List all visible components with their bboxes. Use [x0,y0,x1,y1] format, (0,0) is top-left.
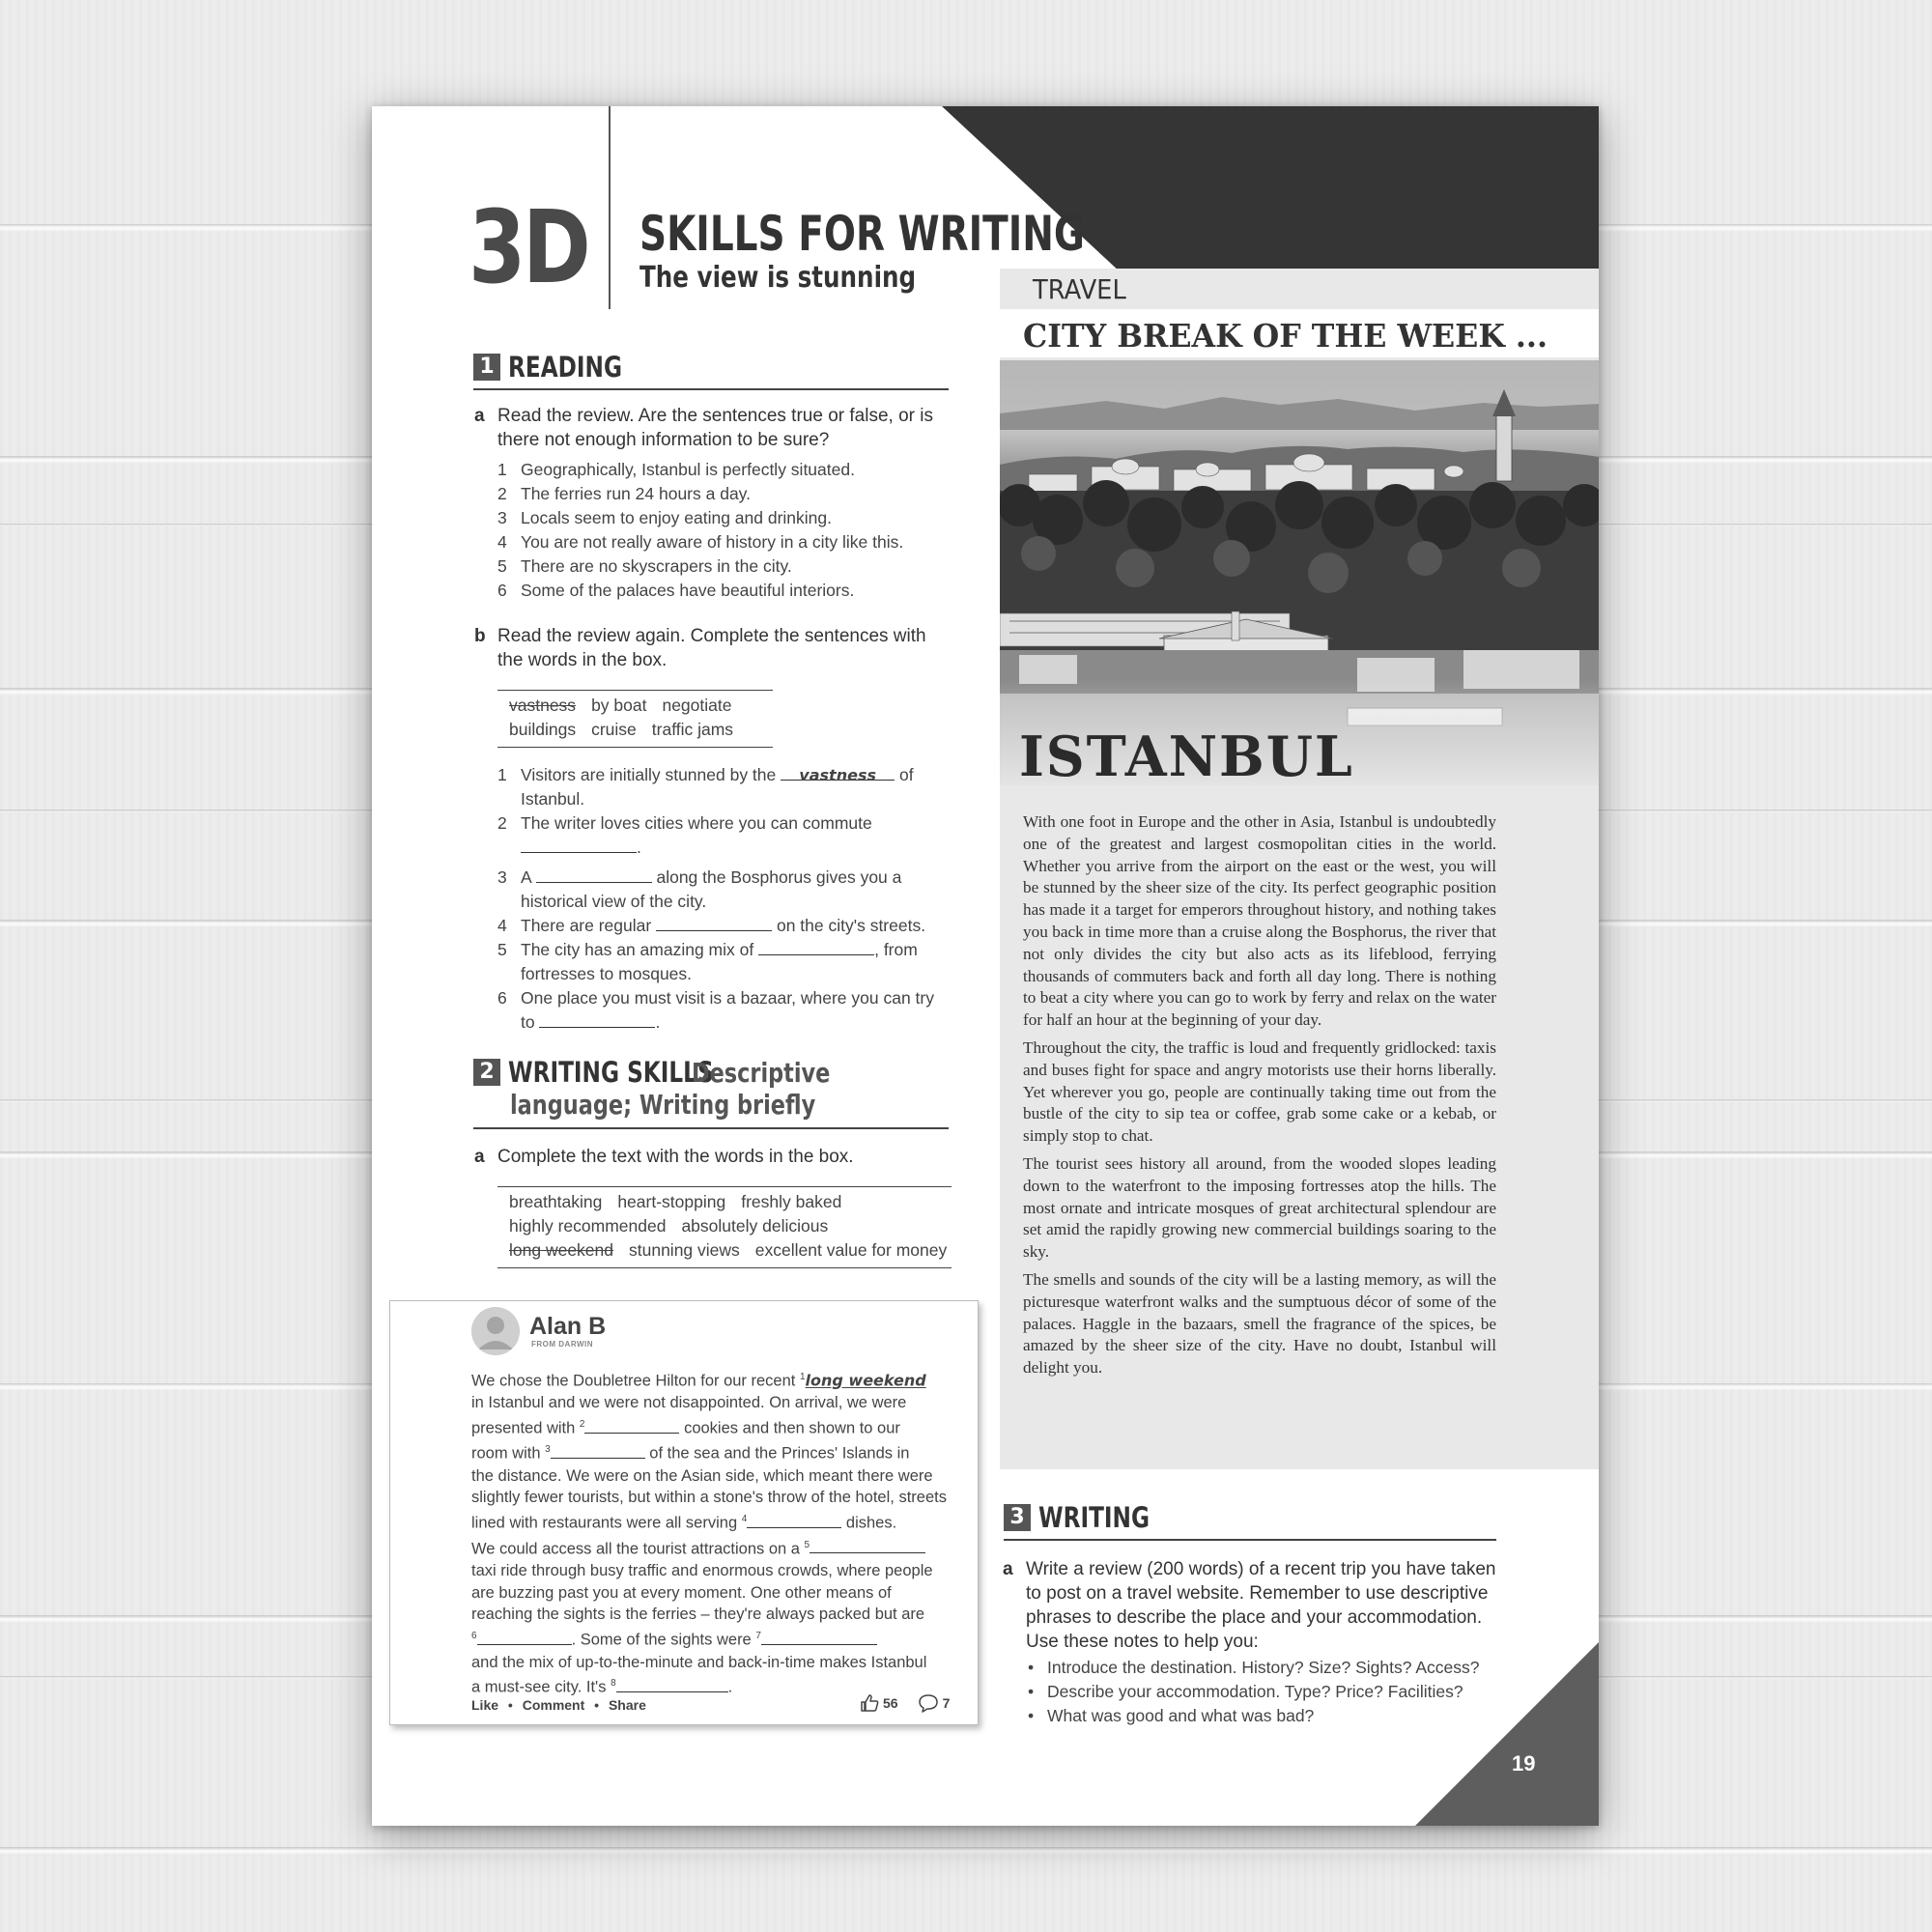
word-box [509,1190,963,1263]
category-tab: TRAVEL [1033,273,1126,305]
comment-bubble-icon [918,1693,939,1713]
answer-blank[interactable] [761,1628,877,1645]
word-box-item: excellent value for money [754,1240,948,1260]
section-title: WRITING [1038,1501,1151,1534]
section-badge: 1 [473,354,500,381]
task-letter: a [474,406,485,426]
section-topic: Descriptive [692,1057,831,1089]
list-item: 5 There are no skyscrapers in the city. [497,556,792,576]
article-headline: CITY BREAK OF THE WEEK ... [1023,317,1548,355]
workbook-page [372,106,1599,1826]
writing-skills-heading [473,1056,865,1089]
article-paragraph: The smells and sounds of the city will be a lasting memory, as will the picturesque waterfront walks and the sumptuous décor of some of the palaces. Haggle in the bazaars, smell the fragrance of the spices, be amazed by the sheer size of the city. Have no doubt, Istanbul will delight you. [1023,1269,1496,1378]
answer-blank[interactable] [747,1511,841,1528]
answer-example: long weekend [805,1371,926,1390]
completion-list [497,763,961,1035]
task-letter: b [474,626,486,646]
writing-skills-task-a [474,1145,952,1169]
section-badge: 2 [473,1059,500,1086]
list-item: 2 The ferries run 24 hours a day. [497,484,751,503]
section-title: READING [508,351,623,384]
page-number: 19 [1512,1751,1536,1776]
word-box-item: traffic jams [651,720,734,739]
reading-heading [473,351,651,384]
section-topic: language; Writing briefly [510,1089,816,1121]
review-post-card [389,1300,979,1725]
comment-count[interactable]: 7 [918,1693,951,1713]
task-instruction: Write a review (200 words) of a recent trip you have taken to post on a travel website. Remember to use descriptive phrases to describe the place and your accommodation. Use these notes to help you: [1026,1559,1496,1652]
post-actions [471,1697,646,1713]
like-link[interactable]: Like [471,1697,499,1713]
answer-blank[interactable] [758,938,874,955]
word-box-item: highly recommended [509,1216,667,1236]
answer-blank[interactable] [521,836,637,853]
list-item: 3 A along the Bosphorus gives you a historical view of the city. [497,867,902,911]
word-box-item: cruise [591,720,637,739]
separator: • [507,1697,513,1713]
answer-blank[interactable] [536,866,652,883]
word-box [509,694,780,742]
list-item: 3 Locals seem to enjoy eating and drinking. [497,508,833,527]
list-item: 4 You are not really aware of history in a city like this. [497,532,904,552]
article-body [1023,811,1496,1385]
word-box-item: negotiate [662,696,732,715]
lesson-subtitle: The view is stunning [639,261,917,295]
post-location: FROM DARWIN [531,1340,594,1349]
task-instruction: Complete the text with the words in the box. [497,1147,854,1167]
comment-link[interactable]: Comment [522,1697,585,1713]
like-count[interactable]: 56 [860,1693,898,1713]
answer-blank[interactable] [656,914,772,931]
word-box-item: long weekend [509,1240,613,1260]
section-rule [473,1127,949,1129]
word-box-item: absolutely delicious [681,1216,829,1236]
answer-blank[interactable] [551,1441,645,1459]
word-box-item: freshly baked [741,1192,842,1211]
answer-blank[interactable] [810,1536,925,1553]
list-item: • Describe your accommodation. Type? Price? Facilities? [1026,1680,1480,1704]
list-item: 5 The city has an amazing mix of , from fortresses to mosques. [497,940,918,983]
list-item: 6 One place you must visit is a bazaar, where you can try to . [497,988,934,1032]
city-title: ISTANBUL [1019,724,1354,789]
word-box-item: heart-stopping [617,1192,726,1211]
word-box-item: buildings [509,720,577,739]
post-body: We chose the Doubletree Hilton for our recent $^1$long weekend in Istanbul and we were not disappointed. On arrival, we were presented with $^2$ cookies and then shown to our room with $^3$ of the sea and the Princes' Islands in the distance. We were on the Asian side, which meant there were slightly fewer tourists, but within a stone's throw of the hotel, streets lined with restaurants were all serving $^4$ dishes. We could access all the tourist attractions on a $^5$ taxi ride through busy traffic and enormous crowds, where people are buzzing past you at every moment. One other means of reaching the sights is the ferries – they're always packed but are $^6$ . Some of the sights were $^7$ and the mix of up-to-the-minute and back-in-time makes Istanbul a must-see city. It's $^8$ . [471,1371,947,1696]
writing-notes [1026,1656,1480,1728]
word-box-top-rule [497,1186,952,1187]
post-author: Alan B [529,1313,607,1340]
task-letter: a [474,1147,485,1167]
thumbs-up-icon [860,1693,879,1713]
section-title: WRITING SKILLS [508,1056,714,1089]
section-rule [473,388,949,390]
writing-heading [1004,1501,1178,1534]
list-item: 1 Visitors are initially stunned by the vastness of Istanbul. [497,765,914,809]
share-link[interactable]: Share [608,1697,646,1713]
separator: • [594,1697,600,1713]
page-corner [1415,1642,1599,1826]
word-box-item: vastness [509,696,577,715]
task-instruction: Read the review again. Complete the sentences with the words in the box. [497,626,926,670]
answer-blank[interactable] [584,1416,679,1434]
writing-task-a [1003,1557,1509,1654]
word-box-item: stunning views [629,1240,740,1260]
word-box-top-rule [497,690,773,691]
word-box-bottom-rule [497,747,773,748]
section-badge: 3 [1004,1504,1031,1531]
list-item: 1 Geographically, Istanbul is perfectly situated. [497,460,855,479]
answer-blank[interactable] [477,1628,572,1645]
header-divider [609,106,611,309]
lesson-number: 3D [469,188,588,306]
list-item: 4 There are regular on the city's streets. [497,916,926,935]
reading-task-a [474,404,952,452]
avatar [471,1307,520,1355]
article-paragraph: The tourist sees history all around, from the wooded slopes leading down to the waterfront to the imposing fortresses atop the hills. The most ornate and intricate mosques of great architectural splendour are set amid the rapidly growing new commercial buildings soaring to the sky. [1023,1153,1496,1262]
word-box-item: breathtaking [509,1192,603,1211]
article-paragraph: With one foot in Europe and the other in Asia, Istanbul is undoubtedly one of the greatest and largest cosmopolitan cities in the world. Whether you arrive from the airport on the east or the west, you will be stunned by the sheer size of the city. Its perfect geographic position has made it a target for emperors throughout history, and nothing takes you back in time more than a cruise along the Bosphorus, the river that not only divides the city but also acts as its lifeblood, ferrying thousands of commuters back and forth all day long. There is nothing to beat a city where you can go to work by ferry and relax on the water for half an hour at the beginning of your day. [1023,812,1496,1030]
istanbul-photo [1000,360,1599,785]
task-letter: a [1003,1559,1013,1579]
list-item: • Introduce the destination. History? Size? Sights? Access? [1026,1656,1480,1680]
lesson-title: SKILLS FOR WRITING [639,206,1085,262]
list-item: 2 The writer loves cities where you can commute . [497,813,872,857]
list-item: • What was good and what was bad? [1026,1704,1480,1728]
reading-task-b [474,624,952,672]
word-box-bottom-rule [497,1267,952,1268]
article-paragraph: Throughout the city, the traffic is loud and frequently gridlocked: taxis and buses fight for space and angry motorists use their horns liberally. Yet wherever you go, people are continually taking time out from the bustle of the city to sip tea or coffee, grab some cake or a kebab, or simply stop to chat. [1023,1037,1496,1146]
user-avatar-icon [471,1307,520,1355]
answer-blank[interactable] [616,1675,728,1692]
word-box-item: by boat [591,696,647,715]
answer-blank[interactable] [539,1010,655,1028]
post-stats [860,1693,950,1713]
task-instruction: Read the review. Are the sentences true or false, or is there not enough information to be sure? [497,406,933,450]
section-rule [1004,1539,1496,1541]
statement-list [497,458,952,603]
answer-blank[interactable]: vastness [781,763,895,781]
list-item: 6 Some of the palaces have beautiful interiors. [497,581,855,600]
